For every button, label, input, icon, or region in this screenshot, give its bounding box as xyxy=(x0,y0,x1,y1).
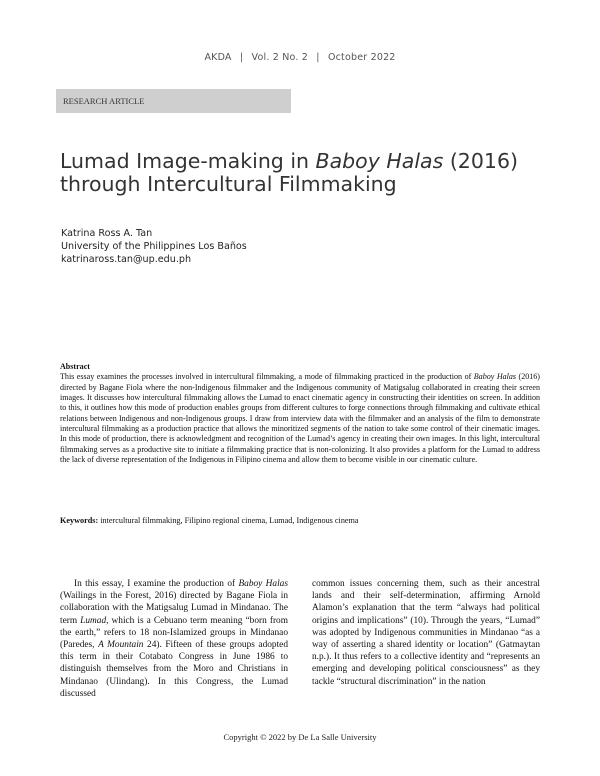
abstract xyxy=(60,362,540,465)
author-block xyxy=(61,227,247,266)
author-name: Katrina Ross A. Tan xyxy=(61,228,153,239)
abstract-text-part: This essay examines the processes involved in intercultural filmmaking, a mode of filmmaking practiced in the production of xyxy=(60,372,474,382)
journal-volume: Vol. 2 No. 2 xyxy=(251,52,309,63)
body-text: 24). Fifteen of these groups adopted this term in their Cotabato Congress in June 1986 to distinguish themselves from the Moro and Christians in Mindanao (Ulindang). In this Congress, the Lumad discussed xyxy=(60,640,288,699)
copyright-footer: Copyright © 2022 by De La Salle University xyxy=(223,732,377,742)
keywords xyxy=(60,516,540,525)
title-film-name: Baboy Halas xyxy=(315,149,444,173)
running-header xyxy=(0,52,600,63)
header-separator: | xyxy=(239,52,244,63)
abstract-text xyxy=(60,372,540,465)
body-column-right: common issues concerning them, such as their ancestral lands and their self-determination, affirming Arnold Alamon’s explanation that the term “always had political origins and implications” (10). Through the years, “Lumad” was adopted by Indigenous communities in Mindanao “as a way of asserting a shared identity or location” (Gatmaytan n.p.). It thus refers to a collective identity and “represents an emerging and developing political consciousness” as they tackle “structural discrimination” in the nation xyxy=(312,579,540,687)
abstract-text-part: (2016) directed by Bagane Fiola where the non-Indigenous filmmaker and the Indigenous community of Matigsalug collaborated in creating their screen images. It discusses how intercultural filmmaking allows the Lumad to enact cinematic agency in constructing their identities on screen. In addition to this, it outlines how this mode of production enables groups from different cultures to forge connections through filmmaking and cultivate ethical relations between Indigenous and non-Indigenous groups. I draw from interview data with the filmmaker and an analysis of the film to demonstrate intercultural filmmaking as a production practice that allows the minoritized segments of the nation to take some control of their cinematic images. In this mode of production, there is acknowledgment and recognition of the Lumad’s agency in creating their own images. In this light, intercultural filmmaking serves as a productive site to initiate a filmmaking practice that is non-colonizing. It also provides a platform for the Lumad to address the lack of diverse representation of the Indigenous in Filipino cinema and allow them to become visible in our cinematic culture. xyxy=(60,372,540,465)
author-email[interactable]: katrinaross.tan@up.edu.ph xyxy=(61,254,192,265)
body-column-left xyxy=(60,578,288,700)
article-title xyxy=(60,150,530,196)
title-line2: through Intercultural Filmmaking xyxy=(60,172,397,196)
body-italic: Baboy Halas xyxy=(238,579,288,589)
body-text: In this essay, I examine the production of xyxy=(74,579,239,589)
keywords-text: intercultural filmmaking, Filipino regional cinema, Lumad, Indigenous cinema xyxy=(98,516,359,525)
title-part1: Lumad Image-making in xyxy=(60,149,316,173)
header-separator: | xyxy=(316,52,320,63)
body-italic: Lumad xyxy=(80,615,107,626)
abstract-heading: Abstract xyxy=(60,362,90,371)
body-italic: A Mountain xyxy=(98,640,144,651)
keywords-label: Keywords: xyxy=(60,516,99,525)
author-affiliation: University of the Philippines Los Baños xyxy=(61,241,247,252)
title-part2: (2016) xyxy=(443,149,518,173)
section-label-bar xyxy=(56,89,291,113)
body-text: (Wailings in the Forest, 2016) directed by Bagane Fiola in collaboration with the Matigsalug Lumad in Mindanao. The term xyxy=(60,591,288,626)
abstract-film-name: Baboy Halas xyxy=(473,372,517,382)
journal-name: AKDA xyxy=(204,52,232,63)
body-text: , which is a Cebuano term meaning “born from the earth,” refers to 18 non-Islamized groups in Mindanao (Paredes, xyxy=(60,615,288,651)
journal-date: October 2022 xyxy=(327,52,396,63)
section-label: RESEARCH ARTICLE xyxy=(63,96,145,106)
